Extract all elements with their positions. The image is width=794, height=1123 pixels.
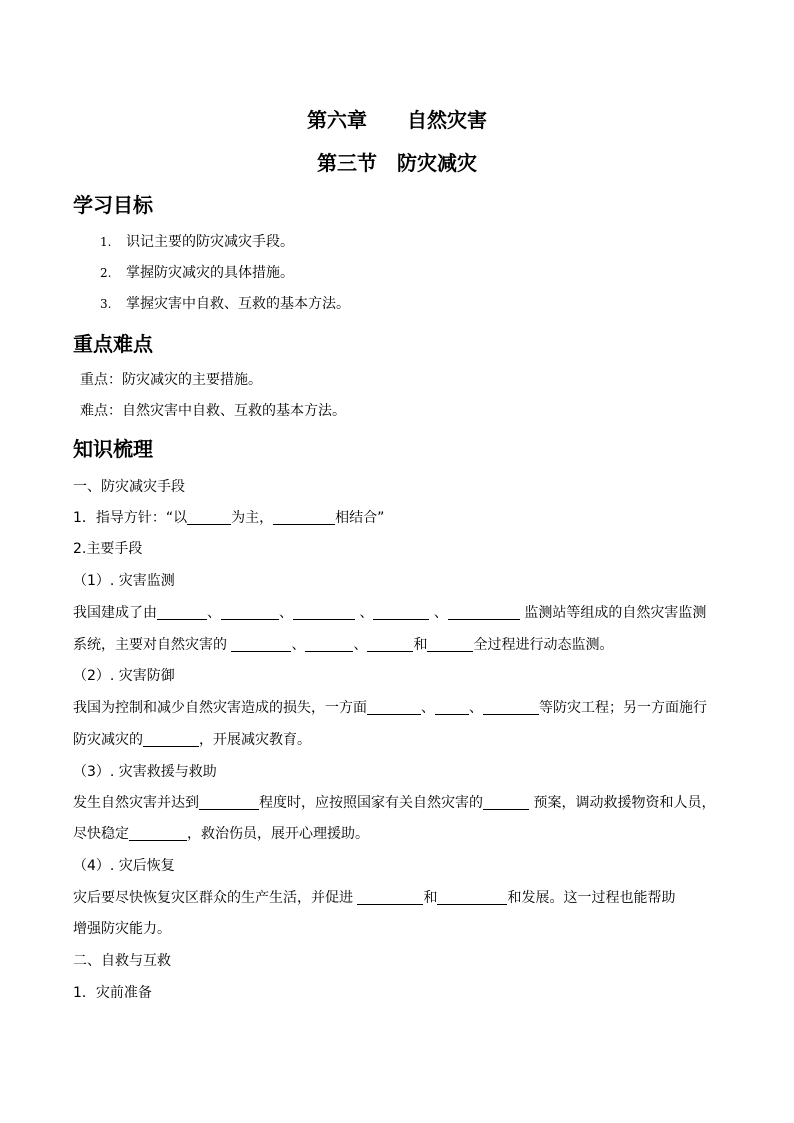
text-segment: 、 [355, 605, 374, 621]
text-segment: 和发展。这一过程也能帮助 [507, 890, 676, 906]
text-segment: 预案，调动救援物资和人员， [529, 795, 716, 811]
text-segment: 、 [353, 637, 368, 653]
text-segment: 和 [423, 890, 438, 906]
monitoring-paragraph-line1 [73, 602, 706, 622]
text-segment: 系统，主要对自然灾害的 [73, 637, 232, 653]
text-segment: 我国建成了由 [73, 605, 157, 621]
key-point: 重点：防灾减灾的主要措施。 [80, 372, 262, 388]
guideline-line [73, 507, 384, 527]
goal-text: 掌握灾害中自救、互救的基本方法。 [126, 296, 350, 312]
pre-disaster-title: 1．灾前准备 [73, 985, 152, 1001]
text-segment: 监测站等组成的自然灾害监测 [519, 605, 707, 621]
text-segment: 1．指导方针：“以 [73, 510, 188, 526]
text-segment: 发生自然灾害并达到 [73, 795, 199, 811]
text-segment: 尽快稳定 [73, 826, 129, 842]
section-title: 第三节 防灾减灾 [317, 151, 477, 175]
fill-blank[interactable] [367, 700, 421, 715]
text-segment: 相结合” [335, 510, 385, 526]
text-segment: 全过程进行动态监测。 [473, 637, 614, 653]
defense-title: （2）. 灾害防御 [73, 668, 175, 684]
fill-blank[interactable] [273, 510, 335, 525]
text-segment: 等防灾工程；另一方面施行 [539, 700, 707, 716]
defense-paragraph-line1 [73, 697, 707, 717]
fill-blank[interactable] [448, 605, 520, 620]
fill-blank[interactable] [157, 605, 207, 620]
text-segment: 、 [207, 605, 221, 621]
text-segment: 和 [413, 637, 428, 653]
text-segment: ，救治伤员，展开心理援助。 [187, 826, 369, 842]
chapter-title: 第六章 自然灾害 [307, 108, 487, 132]
main-means-title: 2.主要手段 [73, 541, 143, 557]
key-points-heading: 重点难点 [73, 332, 153, 356]
goal-text: 识记主要的防灾减灾手段。 [126, 234, 294, 250]
goal-item [100, 262, 294, 282]
text-segment: 、 [429, 605, 448, 621]
rescue-paragraph-line1 [73, 792, 715, 812]
goal-item [100, 231, 294, 251]
difficult-point: 难点：自然灾害中自救、互救的基本方法。 [80, 403, 346, 419]
text-segment: 、 [421, 700, 435, 716]
monitoring-title: （1）. 灾害监测 [73, 573, 175, 589]
goal-number: 1. [100, 235, 112, 249]
fill-blank[interactable] [367, 637, 413, 652]
fill-blank[interactable] [357, 890, 423, 905]
text-segment: 程度时，应按照国家有关自然灾害的 [259, 795, 483, 811]
learning-goals-heading: 学习目标 [73, 193, 153, 217]
text-segment: 为主， [231, 510, 274, 526]
part-one-title: 一、防灾减灾手段 [73, 479, 185, 495]
text-segment: 防灾减灾的 [73, 732, 143, 748]
recovery-paragraph-line2: 增强防灾能力。 [73, 921, 171, 937]
fill-blank[interactable] [483, 795, 529, 810]
text-segment: 、 [469, 700, 483, 716]
fill-blank[interactable] [199, 795, 259, 810]
goal-number: 3. [100, 297, 112, 311]
fill-blank[interactable] [221, 605, 279, 620]
fill-blank[interactable] [373, 605, 429, 620]
rescue-paragraph-line2 [73, 823, 369, 843]
fill-blank[interactable] [293, 605, 355, 620]
text-segment: 、 [291, 637, 306, 653]
fill-blank[interactable] [305, 637, 353, 652]
goal-number: 2. [100, 266, 112, 280]
goal-item [100, 293, 350, 313]
text-segment: 、 [279, 605, 293, 621]
fill-blank[interactable] [435, 700, 469, 715]
fill-blank[interactable] [231, 637, 291, 652]
goal-text: 掌握防灾减灾的具体措施。 [126, 265, 294, 281]
recovery-paragraph-line1 [73, 887, 675, 907]
fill-blank[interactable] [427, 637, 473, 652]
fill-blank[interactable] [187, 510, 231, 525]
fill-blank[interactable] [437, 890, 507, 905]
text-segment: 灾后要尽快恢复灾区群众的生产生活，并促进 [73, 890, 358, 906]
text-segment: ，开展减灾教育。 [199, 732, 311, 748]
fill-blank[interactable] [143, 732, 199, 747]
fill-blank[interactable] [129, 826, 187, 841]
knowledge-heading: 知识梳理 [73, 437, 153, 461]
rescue-title: （3）. 灾害救援与救助 [73, 764, 217, 780]
text-segment: 我国为控制和减少自然灾害造成的损失，一方面 [73, 700, 367, 716]
defense-paragraph-line2 [73, 729, 311, 749]
monitoring-paragraph-line2 [73, 634, 613, 654]
part-two-title: 二、自救与互救 [73, 953, 171, 969]
recovery-title: （4）. 灾后恢复 [73, 858, 175, 874]
fill-blank[interactable] [483, 700, 539, 715]
